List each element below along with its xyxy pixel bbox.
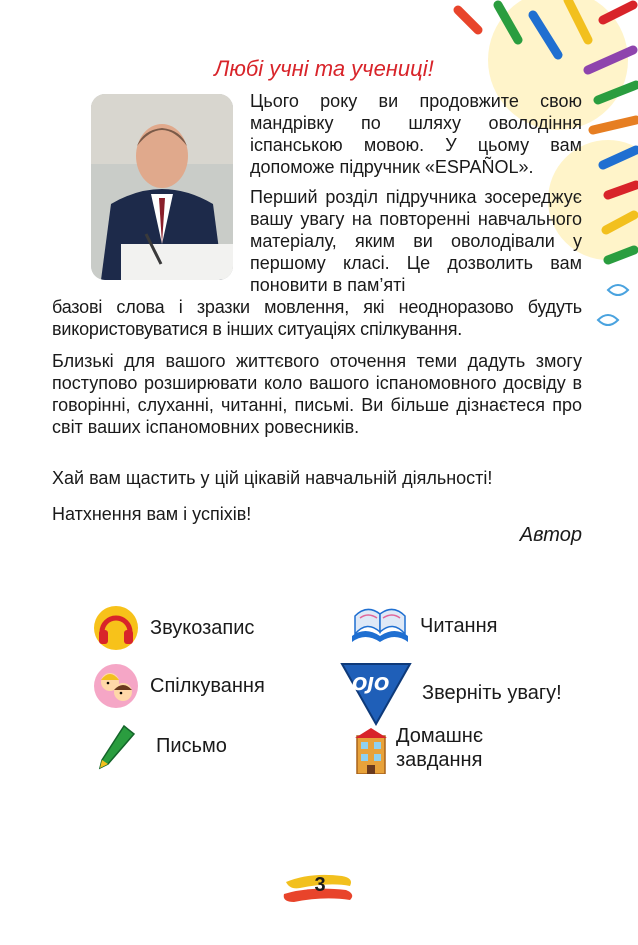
open-book-icon — [350, 606, 410, 646]
page-number-badge — [280, 864, 360, 914]
legend-audio-label: Звукозапис — [150, 617, 255, 639]
intro-paragraph-5: Хай вам щастить у цій цікавій навчальній діяльності! — [52, 468, 493, 488]
legend-homework-label: Домашнє завдання — [396, 725, 484, 771]
legend-reading-label: Читання — [420, 615, 498, 637]
greeting-heading: Любі учні та учениці! — [214, 56, 434, 81]
kids-talking-icon — [92, 662, 140, 710]
intro-paragraph-2: Перший розділ підручника зосереджує вашу увагу на повторенні навчального матеріалу, яким ви оволодівали у першому класі. Це дозволить вам поновити в пам’яті — [250, 187, 582, 295]
legend-communication — [92, 662, 265, 710]
legend-attention — [340, 660, 562, 726]
legend-communication-label: Спілкування — [150, 675, 265, 697]
legend-attention-label: Зверніть увагу! — [422, 682, 562, 704]
ojo-badge-text: OJO — [352, 674, 390, 695]
intro-paragraph-4: Близькі для вашого життєвого оточення теми дадуть змогу поступово розширювати коло вашого іспаномовного досвіду в говорінні, слуханні, читанні, письмі. Ви більше дізнаєтеся про світ ваших іспаномовних ровесників. — [52, 351, 582, 437]
page-number: 3 — [314, 874, 326, 896]
legend-writing — [94, 722, 227, 770]
intro-paragraph-3: базові слова і зразки мовлення, які неодноразово будуть використовуватися в інших ситуаціях спілкування. — [52, 297, 582, 339]
house-icon — [354, 726, 388, 774]
legend-homework — [354, 725, 526, 774]
ojo-badge — [340, 660, 412, 726]
author-signature: Автор — [519, 524, 582, 546]
legend-audio — [92, 604, 254, 652]
author-photo — [91, 94, 233, 280]
intro-paragraph-6: Натхнення вам і успіхів! — [52, 504, 252, 524]
headphones-icon — [92, 604, 140, 652]
intro-paragraph-1: Цього року ви продовжите свою мандрівку по шляху оволодіння іспанською мовою. У цьому вам допоможе підручник «ESPAÑOL». — [250, 91, 582, 177]
legend-writing-label: Письмо — [156, 735, 227, 757]
legend-reading — [350, 606, 497, 646]
pen-icon — [94, 722, 142, 770]
